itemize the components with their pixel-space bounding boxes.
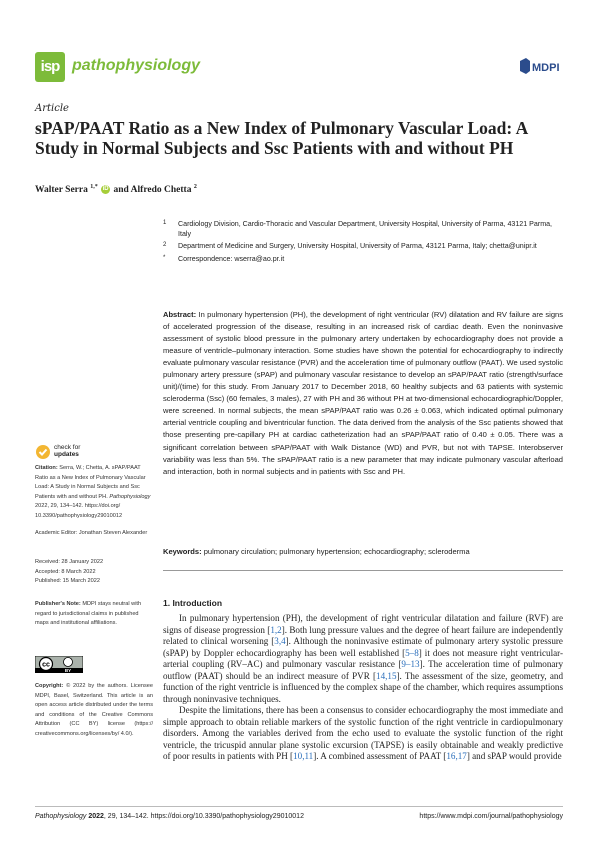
footer-journal-url[interactable]: https://www.mdpi.com/journal/pathophysiology <box>419 813 563 820</box>
orcid-icon[interactable]: iD <box>102 186 109 193</box>
citation-link[interactable]: 14,15 <box>376 670 397 681</box>
affiliation-mark: 2 <box>163 242 167 248</box>
paragraph: Despite the limitations, there has been a consensus to consider echocardiography the most immediate and simple approach to obtain reliable markers of the systolic function of the right ventricle in cardiopulmonary disorders. Among the variables derived from the echo used to evaluate the systolic function of the right ventricle, the tricuspid annular plane systolic excursion (TAPSE) is easily obtainable and weakly predictive of poor results in patients with PH [10,11]. A combined assessment of PAAT [16,17] and sPAP would provide <box>163 705 563 761</box>
affiliation-item <box>163 220 563 239</box>
received-date: Received: 28 January 2022 <box>35 559 104 565</box>
updates-check-text: check for <box>54 444 81 451</box>
affiliation-text: Department of Medicine and Surgery, University Hospital, University of Parma, 43121 Parma, Italy; chetta@unipr.it <box>178 242 537 250</box>
cc-badge-text: cc <box>42 661 50 669</box>
abstract-label: Abstract: <box>163 310 197 319</box>
correspondence-text: Correspondence: wserra@ao.pr.it <box>178 254 285 263</box>
academic-editor: Academic Editor: Jonathan Steven Alexander <box>35 530 148 536</box>
author-list <box>35 184 197 195</box>
check-for-updates-button[interactable] <box>35 442 125 462</box>
published-date: Published: 15 March 2022 <box>35 578 100 585</box>
affiliation-text: Cardiology Division, Cardio-Thoracic and Vascular Department, University Hospital, University of Parma, 43121 Parma, Italy <box>178 220 553 238</box>
citation-link[interactable]: 10,11 <box>293 751 314 761</box>
updates-icon <box>35 444 51 460</box>
publisher-note-text: MDPI stays neutral with regard to jurisdictional claims in published maps and institutional affiliations. <box>35 601 142 627</box>
publisher-note-label: Publisher's Note: <box>35 601 81 607</box>
citation-link[interactable]: 5–8 <box>405 647 419 658</box>
citation-text: Serra, W.; Chetta, A. sPAP/PAAT Ratio as a New Index of Pulmonary Vascular Load: A Study in Normal Subjects and Ssc Patients with and without PH. <box>35 465 146 500</box>
journal-logo: isp <box>35 52 65 82</box>
citation-doi[interactable]: 2022, 29, 134–142. https://doi.org/ 10.3390/pathophysiology29010012 <box>35 503 123 519</box>
publisher-note <box>35 600 153 629</box>
body-text <box>163 613 563 763</box>
article-type: Article <box>35 103 69 114</box>
affiliation-item <box>163 242 563 252</box>
page-title: sPAP/PAAT Ratio as a New Index of Pulmonary Vascular Load: A Study in Normal Subjects and Ssc Patients with and without PH <box>35 118 528 158</box>
abstract <box>163 309 563 478</box>
affiliation-mark: 1 <box>163 220 167 226</box>
footer-doi[interactable]: , 29, 134–142. https://doi.org/10.3390/pathophysiology29010012 <box>103 813 304 820</box>
citation-link[interactable]: 16,17 <box>446 751 467 761</box>
copyright-text: © 2022 by the authors. Licensee MDPI, Basel, Switzerland. This article is an open access article distributed under the terms and conditions of the Creative Commons Attribution (CC BY) license (https:// creativecommons.org/licenses/by/ 4.0/). <box>35 683 153 737</box>
author-affil-mark: 1,* <box>90 184 98 190</box>
affiliation-mark: * <box>163 254 166 261</box>
copyright-label: Copyright: <box>35 683 64 689</box>
author-name: Alfredo Chetta <box>130 185 192 196</box>
citation-link[interactable]: 9–13 <box>401 659 420 669</box>
mdpi-logo <box>516 57 572 77</box>
section-heading: 1. Introduction <box>163 598 223 608</box>
updates-word: updates <box>54 451 79 458</box>
abstract-text: In pulmonary hypertension (PH), the development of right ventricular (RV) dilatation and RV failure are signs of accelerated progression of the disease, resulting in an increased risk of cardiac death. Even the noninvasive assessment of systolic blood pressure in the pulmonary artery undertaken by echocardiography does not provide a measure of ventricle–pulmonary interaction. Some studies have shown the potential for echocardiography to indirectly evaluate pulmonary vascular resistance (PVR) and the acceleration time of pulmonary outflow (PAAT). We used systolic pulmonary artery pressure (sPAP) and pulmonary vascular resistance to develop an sPAP/PAAT ratio (strength/surface unit)/(time) for this study. From January 2017 to December 2018, 60 healthy subjects and 63 patients with systemic scleroderma (Ssc) (60 females, 3 males), 27 with PH and 36 without PH at two-dimensional echocardiographic/Doppler, were screened. In normal subjects, the mean sPAP/PAAT ratio was 0.26 ± 0.063, which indicated optimal pulmonary arterial ventricle coupling and biventricular function. The data derived from the analysis of the Ssc patients showed that those presenting pre-capillary PH at cardiac catheterization had an sPAP/PAAT ratio of 0.40 ± 0.05. There was a significant correlation between sPAP/PAAT with Walk Distance (WD) and PVR, but not with TAPSE. Interobserver variability was less than 5%. The sPAP/PAAT ratio is a new parameter that may indicate pulmonary vascular afterload and interaction, both in normal subjects and in patients with Ssc and PH. <box>163 310 563 476</box>
citation-label: Citation: <box>35 465 58 471</box>
cc-by-license-icon[interactable] <box>35 656 83 673</box>
author-name: Walter Serra <box>35 185 88 196</box>
footer-divider <box>35 806 563 807</box>
footer-year: 2022 <box>88 813 104 820</box>
by-badge-text: BY <box>64 668 72 673</box>
author-conjunction: and <box>113 185 129 196</box>
citation-link[interactable]: 3,4 <box>274 636 286 646</box>
footer-journal: Pathophysiology <box>35 813 87 820</box>
copyright-block <box>35 682 153 740</box>
keywords-label: Keywords: <box>163 547 202 556</box>
footer-citation <box>35 813 304 820</box>
author-affil-mark: 2 <box>193 184 197 190</box>
dates-block <box>35 558 153 587</box>
citation-journal: Pathophysiology <box>109 493 151 500</box>
accepted-date: Accepted: 8 March 2022 <box>35 568 96 575</box>
journal-name: pathophysiology <box>72 57 200 74</box>
mdpi-logo-text: MDPI <box>532 62 560 74</box>
affiliations <box>163 220 563 267</box>
keywords-text: pulmonary circulation; pulmonary hypertension; echocardiography; scleroderma <box>203 547 470 556</box>
paragraph: In pulmonary hypertension (PH), the development of right ventricular dilatation and failure (RVF) are signs of disease progression [1,2]. Both lung pressure values and the degree of heart failure are independently related to clinical worsening [3,4]. Although the noninvasive estimate of pulmonary artery systolic pressure (sPAP) by Doppler echocardiography has been well established [5–8] it does not measure right ventricular-arterial coupling (RV–AC) and pulmonary vascular resistance [9–13]. The acceleration time of pulmonary outflow (PAAT) should be an indirect measure of PVR [14,15]. The assessment of the size, geometry, and function of the right ventricle is influenced by the complex shape of the chamber, which requires assumptions through noninvasive techniques. <box>163 613 564 704</box>
divider <box>163 570 563 571</box>
affiliation-item <box>163 255 563 265</box>
keywords <box>163 546 563 557</box>
citation-block <box>35 464 153 522</box>
citation-link[interactable]: 1,2 <box>270 624 282 635</box>
